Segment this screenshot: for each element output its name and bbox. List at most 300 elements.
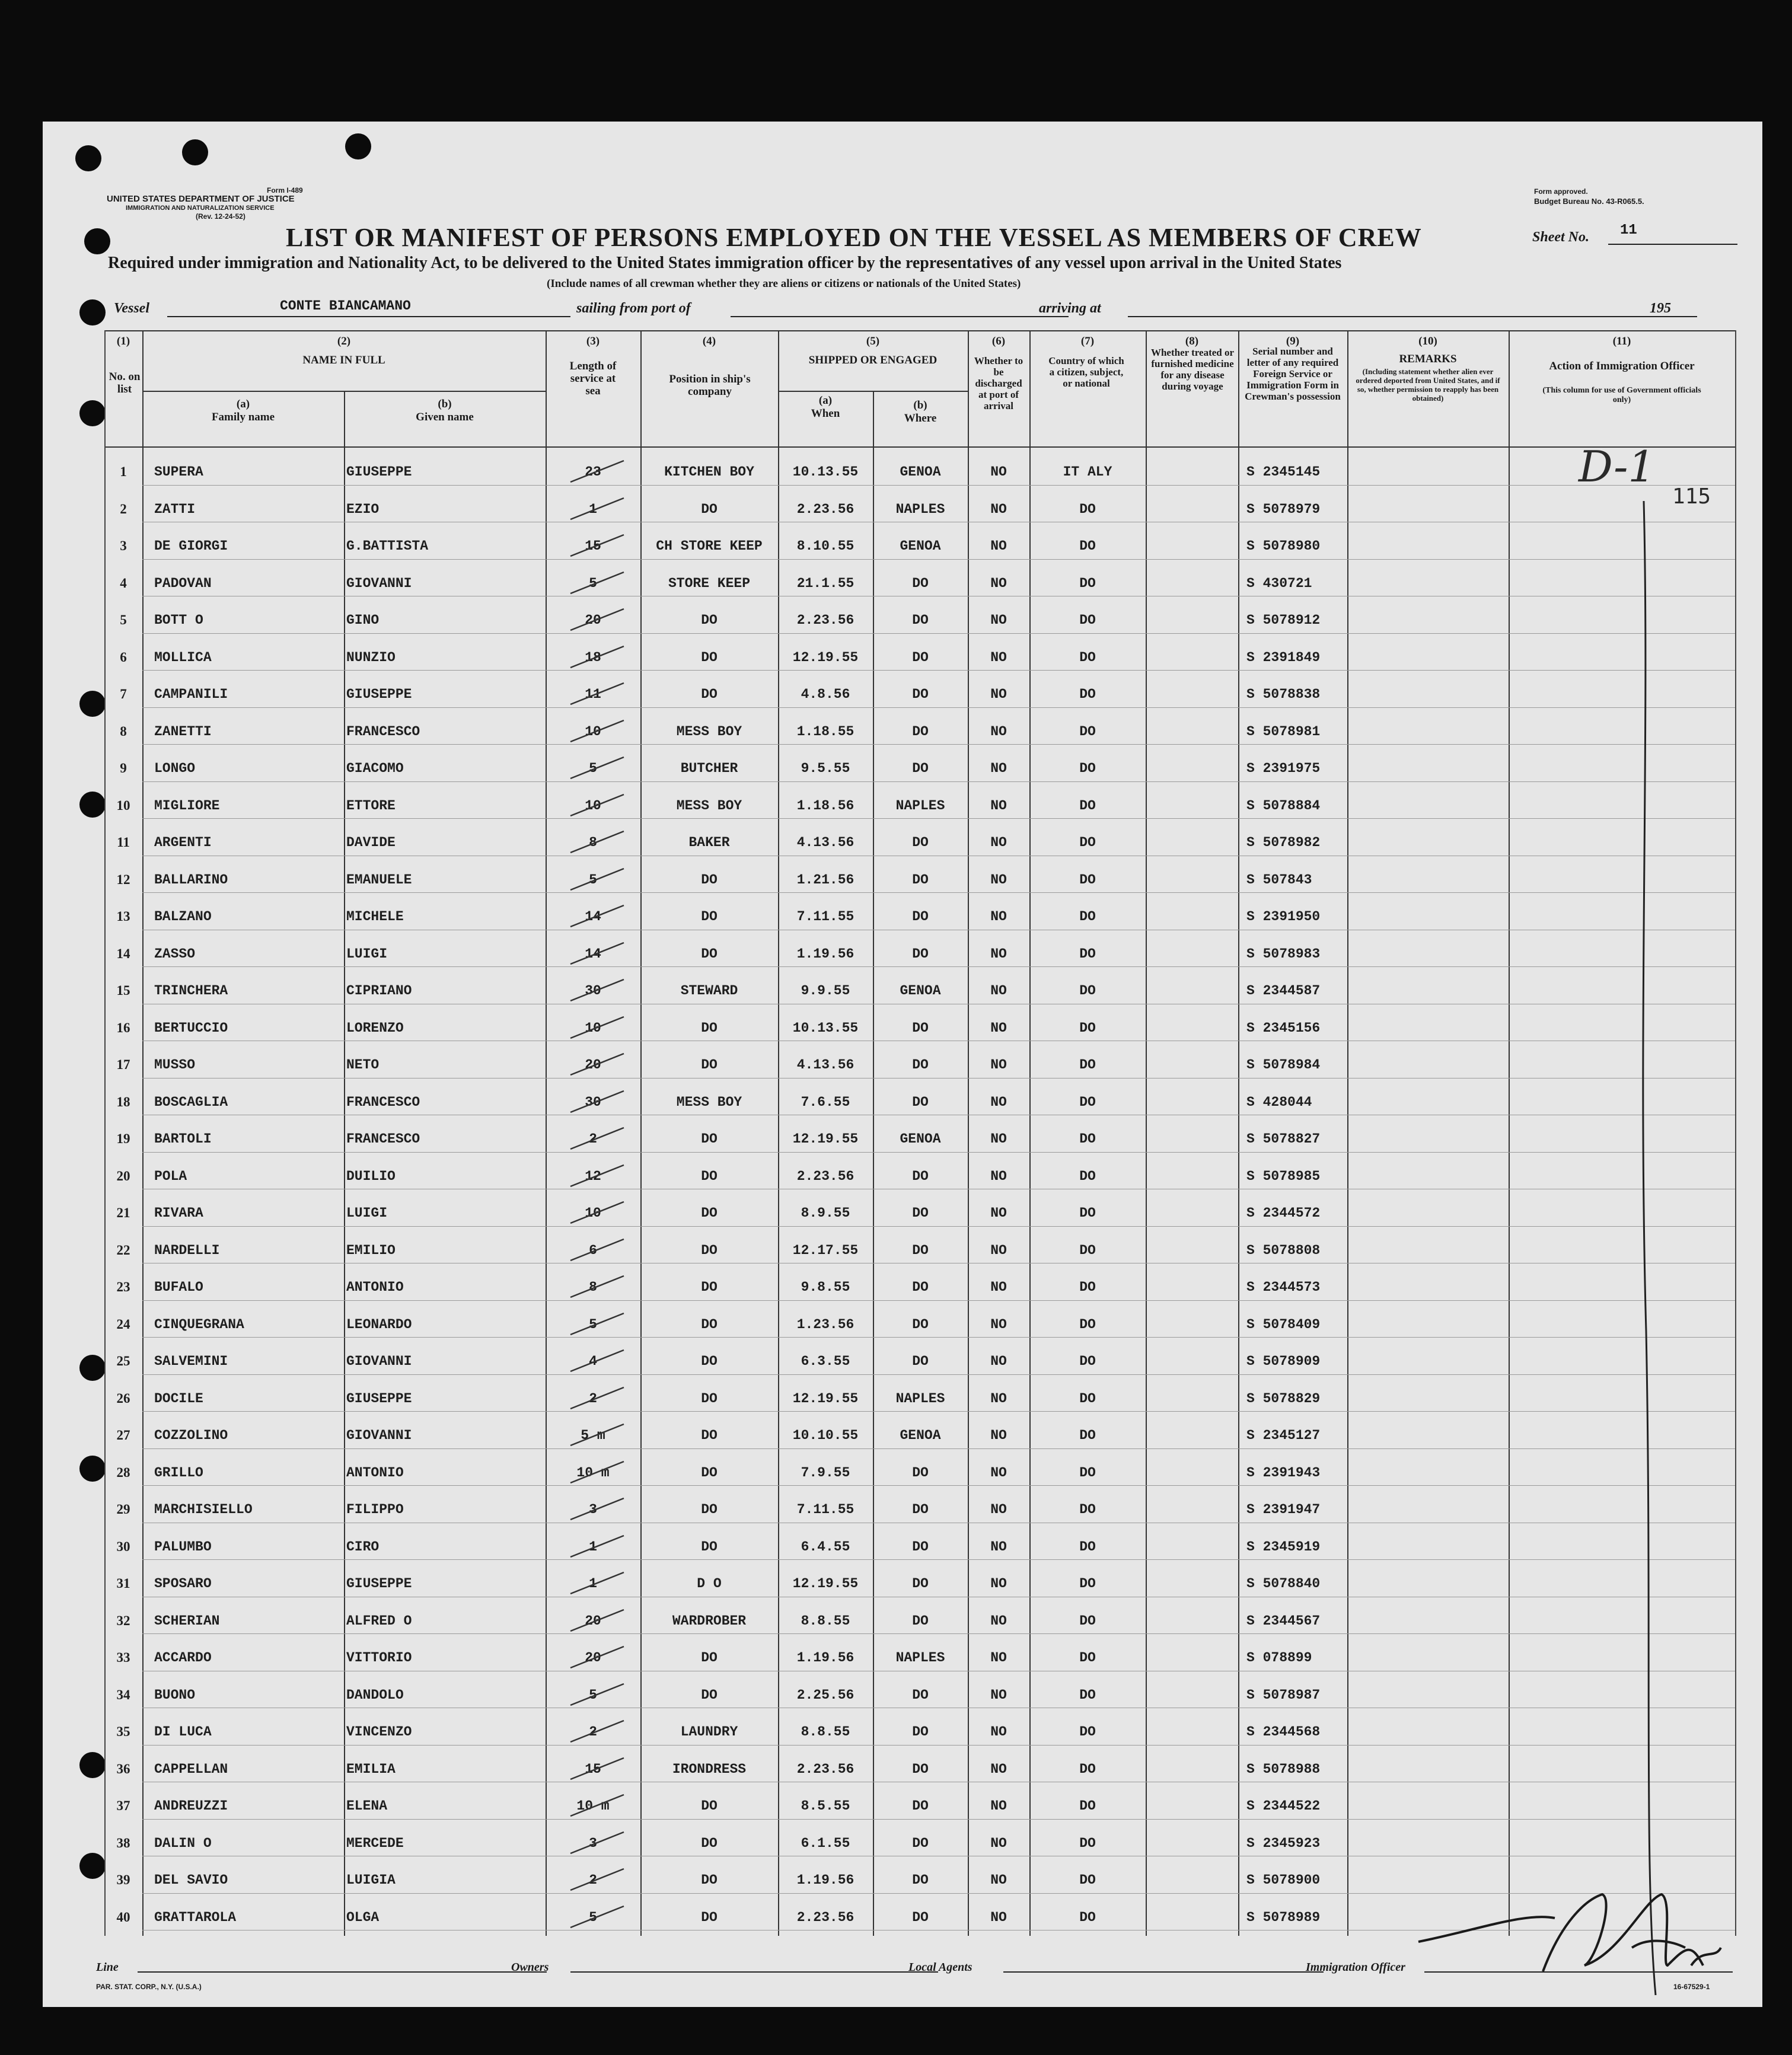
cell-position: STORE KEEP bbox=[668, 575, 751, 591]
cell-where: NAPLES bbox=[895, 501, 945, 517]
cell-position: CH STORE KEEP bbox=[656, 538, 763, 554]
tick-mark bbox=[565, 1234, 630, 1264]
cell-country: DO bbox=[1079, 1316, 1096, 1332]
cell-given: DAVIDE bbox=[346, 835, 396, 850]
cell-no: 22 bbox=[116, 1242, 130, 1258]
vessel-line bbox=[167, 316, 570, 317]
cell-when: 8.8.55 bbox=[801, 1613, 850, 1629]
cell-given: VITTORIO bbox=[346, 1650, 412, 1665]
cell-discharge: NO bbox=[990, 1242, 1007, 1258]
cell-position: MESS BOY bbox=[676, 1094, 742, 1110]
cell-country: DO bbox=[1079, 1131, 1096, 1147]
cell-where: DO bbox=[912, 761, 929, 776]
cell-discharge: NO bbox=[990, 1390, 1007, 1406]
cell-country: DO bbox=[1079, 1390, 1096, 1406]
cell-discharge: NO bbox=[990, 1724, 1007, 1740]
cell-where: DO bbox=[912, 575, 929, 591]
cell-serial: S 2344522 bbox=[1246, 1798, 1321, 1814]
cell-service: 11 bbox=[585, 687, 601, 702]
cell-discharge: NO bbox=[990, 687, 1007, 702]
cell-no: 36 bbox=[116, 1761, 130, 1776]
form-code: 16-67529-1 bbox=[1673, 1983, 1710, 1991]
cell-discharge: NO bbox=[990, 1020, 1007, 1036]
cell-family: PALUMBO bbox=[154, 1539, 212, 1555]
cell-serial: S 5078884 bbox=[1246, 797, 1321, 813]
cell-discharge: NO bbox=[990, 1650, 1007, 1665]
cell-family: GRATTAROLA bbox=[154, 1909, 237, 1925]
cell-when: 2.23.56 bbox=[796, 501, 854, 517]
cell-discharge: NO bbox=[990, 1131, 1007, 1147]
cell-serial: S 2345919 bbox=[1246, 1539, 1321, 1555]
cell-when: 7.11.55 bbox=[796, 1502, 854, 1517]
tick-mark bbox=[565, 1568, 630, 1597]
col2-number: (2) bbox=[337, 335, 351, 347]
cell-family: PADOVAN bbox=[154, 575, 212, 591]
cell-family: LONGO bbox=[154, 761, 196, 776]
tick-mark bbox=[565, 678, 630, 708]
cell-when: 6.4.55 bbox=[801, 1539, 850, 1555]
cell-no: 15 bbox=[116, 983, 130, 998]
cell-serial: S 2391849 bbox=[1246, 649, 1321, 665]
punch-hole bbox=[84, 228, 110, 254]
footer-officer-label: Immigration Officer bbox=[1306, 1961, 1405, 1974]
cell-when: 7.11.55 bbox=[796, 909, 854, 924]
cell-position: DO bbox=[701, 1205, 718, 1221]
tick-mark bbox=[565, 938, 630, 968]
punch-hole bbox=[79, 1752, 106, 1778]
cell-where: DO bbox=[912, 1613, 929, 1629]
col6-header: Whether to be discharged at port of arrival bbox=[974, 355, 1023, 411]
col2-header: NAME IN FULL bbox=[302, 354, 385, 366]
cell-position: BAKER bbox=[688, 835, 730, 850]
budget-bureau-no: Budget Bureau No. 43-R065.5. bbox=[1534, 197, 1644, 206]
cell-when: 9.5.55 bbox=[801, 761, 850, 776]
cell-no: 29 bbox=[116, 1502, 130, 1517]
row-rule bbox=[142, 633, 1735, 634]
cell-no: 5 bbox=[120, 612, 127, 627]
cell-position: DO bbox=[701, 1390, 718, 1406]
cell-family: ANDREUZZI bbox=[154, 1798, 228, 1814]
tick-mark bbox=[565, 901, 630, 930]
cell-serial: S 5078912 bbox=[1246, 612, 1321, 628]
cell-country: DO bbox=[1079, 1428, 1096, 1443]
cell-where: GENOA bbox=[900, 464, 941, 480]
cell-country: DO bbox=[1079, 872, 1096, 888]
cell-where: DO bbox=[912, 1464, 929, 1480]
cell-family: SCHERIAN bbox=[154, 1613, 220, 1629]
row-rule bbox=[142, 1633, 1735, 1634]
cell-position: DO bbox=[701, 872, 718, 888]
cell-service: 4 bbox=[589, 1354, 597, 1369]
punch-hole bbox=[79, 1853, 106, 1879]
tick-mark bbox=[565, 1345, 630, 1375]
cell-when: 1.18.56 bbox=[796, 797, 854, 813]
cell-position: DO bbox=[701, 1835, 718, 1851]
cell-country: DO bbox=[1079, 1094, 1096, 1110]
cell-discharge: NO bbox=[990, 575, 1007, 591]
cell-when: 8.8.55 bbox=[801, 1724, 850, 1740]
row-rule bbox=[142, 1300, 1735, 1301]
cell-service: 20 bbox=[585, 1613, 601, 1629]
cell-when: 2.23.56 bbox=[796, 1909, 854, 1925]
tick-mark bbox=[565, 1309, 630, 1338]
cell-country: DO bbox=[1079, 1168, 1096, 1184]
cell-where: DO bbox=[912, 1242, 929, 1258]
cell-when: 10.13.55 bbox=[792, 464, 859, 480]
cell-given: FRANCESCO bbox=[346, 1131, 420, 1147]
punch-hole bbox=[79, 792, 106, 818]
cell-when: 10.10.55 bbox=[792, 1428, 859, 1443]
tick-mark bbox=[565, 1012, 630, 1042]
cell-when: 1.19.56 bbox=[796, 1872, 854, 1888]
cell-no: 18 bbox=[116, 1094, 130, 1109]
vessel-label: Vessel bbox=[114, 301, 149, 316]
punch-hole bbox=[75, 145, 101, 171]
tick-mark bbox=[565, 1716, 630, 1746]
cell-serial: S 2391975 bbox=[1246, 761, 1321, 776]
cell-service: 2 bbox=[589, 1390, 597, 1406]
cell-where: NAPLES bbox=[895, 1650, 945, 1665]
cell-given: OLGA bbox=[346, 1909, 380, 1925]
cell-no: 39 bbox=[116, 1872, 130, 1887]
row-rule bbox=[142, 744, 1735, 745]
col7-header: Country of which a citizen, subject, or national bbox=[1048, 355, 1124, 389]
cell-given: EMANUELE bbox=[346, 872, 412, 888]
cell-serial: S 5078984 bbox=[1246, 1057, 1321, 1073]
cell-where: DO bbox=[912, 649, 929, 665]
punch-hole bbox=[79, 400, 106, 426]
cell-country: DO bbox=[1079, 1279, 1096, 1295]
cell-where: GENOA bbox=[900, 538, 941, 554]
cell-position: DO bbox=[701, 687, 718, 702]
col5a-number: (a) bbox=[818, 394, 833, 407]
cell-position: DO bbox=[701, 1057, 718, 1073]
cell-where: DO bbox=[912, 1057, 929, 1073]
cell-position: LAUNDRY bbox=[680, 1724, 738, 1740]
cell-service: 20 bbox=[585, 612, 601, 628]
service-name: IMMIGRATION AND NATURALIZATION SERVICE bbox=[126, 205, 275, 212]
arriving-label: arriving at bbox=[1039, 301, 1101, 316]
punch-hole bbox=[345, 133, 371, 159]
cell-discharge: NO bbox=[990, 1464, 1007, 1480]
cell-service: 5 bbox=[589, 1316, 597, 1332]
cell-where: DO bbox=[912, 1798, 929, 1814]
cell-family: TRINCHERA bbox=[154, 983, 228, 998]
cell-family: COZZOLINO bbox=[154, 1428, 228, 1443]
cell-where: DO bbox=[912, 1835, 929, 1851]
cell-given: EMILIA bbox=[346, 1761, 396, 1777]
cell-when: 21.1.55 bbox=[796, 575, 854, 591]
tick-mark bbox=[565, 790, 630, 819]
cell-family: DEL SAVIO bbox=[154, 1872, 228, 1888]
cell-country: DO bbox=[1079, 649, 1096, 665]
cell-where: DO bbox=[912, 1576, 929, 1591]
cell-given: DUILIO bbox=[346, 1168, 396, 1184]
cell-position: D O bbox=[697, 1576, 722, 1591]
cell-no: 14 bbox=[116, 946, 130, 961]
cell-where: DO bbox=[912, 1761, 929, 1777]
cell-discharge: NO bbox=[990, 1502, 1007, 1517]
cell-serial: S 5078409 bbox=[1246, 1316, 1321, 1332]
cell-when: 12.19.55 bbox=[792, 1131, 859, 1147]
cell-when: 2.23.56 bbox=[796, 1168, 854, 1184]
cell-position: DO bbox=[701, 649, 718, 665]
cell-serial: S 5078987 bbox=[1246, 1687, 1321, 1703]
cell-given: LEONARDO bbox=[346, 1316, 412, 1332]
cell-discharge: NO bbox=[990, 1168, 1007, 1184]
cell-given: GIUSEPPE bbox=[346, 1390, 412, 1406]
punch-hole bbox=[79, 299, 106, 326]
cell-service: 18 bbox=[585, 649, 601, 665]
cell-given: GIUSEPPE bbox=[346, 464, 412, 480]
manifest-subtitle: Required under immigration and Nationality Act, to be delivered to the United States immigration officer by the representatives of any vessel upon arrival in the United States bbox=[108, 254, 1342, 272]
cell-when: 12.17.55 bbox=[792, 1242, 859, 1258]
cell-given: NETO bbox=[346, 1057, 380, 1073]
cell-position: DO bbox=[701, 1464, 718, 1480]
column-rule bbox=[1735, 330, 1736, 1936]
cell-discharge: NO bbox=[990, 797, 1007, 813]
cell-family: SPOSARO bbox=[154, 1576, 212, 1591]
cell-where: DO bbox=[912, 1354, 929, 1369]
cell-position: DO bbox=[701, 1279, 718, 1295]
column-rule bbox=[1238, 330, 1239, 1936]
footer-owners-label: Owners bbox=[511, 1961, 549, 1974]
cell-country: DO bbox=[1079, 1057, 1096, 1073]
cell-given: VINCENZO bbox=[346, 1724, 412, 1740]
officer-bracket-line bbox=[1620, 501, 1667, 2007]
cell-country: DO bbox=[1079, 1835, 1096, 1851]
cell-position: DO bbox=[701, 946, 718, 962]
cell-when: 1.19.56 bbox=[796, 1650, 854, 1665]
cell-service: 5 bbox=[589, 1687, 597, 1703]
cell-service: 1 bbox=[589, 1576, 597, 1591]
cell-serial: S 5078829 bbox=[1246, 1390, 1321, 1406]
cell-position: DO bbox=[701, 1131, 718, 1147]
cell-discharge: NO bbox=[990, 983, 1007, 998]
cell-where: DO bbox=[912, 1687, 929, 1703]
sheet-number: 11 bbox=[1620, 222, 1637, 238]
cell-when: 10.13.55 bbox=[792, 1020, 859, 1036]
col10-number: (10) bbox=[1418, 335, 1437, 347]
cell-serial: S 5078909 bbox=[1246, 1354, 1321, 1369]
tick-mark bbox=[565, 493, 630, 523]
tick-mark bbox=[565, 1271, 630, 1301]
sheet-label: Sheet No. bbox=[1532, 229, 1589, 245]
col10-header: REMARKS bbox=[1399, 353, 1457, 365]
cell-country: DO bbox=[1079, 983, 1096, 998]
cell-where: NAPLES bbox=[895, 1390, 945, 1406]
cell-position: WARDROBER bbox=[672, 1613, 747, 1629]
cell-serial: S 430721 bbox=[1246, 575, 1312, 591]
cell-discharge: NO bbox=[990, 1613, 1007, 1629]
col9-header: Serial number and letter of any required Foreign Service or Immigration Form in Crewman's possession bbox=[1245, 346, 1341, 402]
col8-header: Whether treated or furnished medicine for any disease during voyage bbox=[1150, 347, 1235, 392]
cell-serial: S 5078980 bbox=[1246, 538, 1321, 554]
cell-given: LUIGI bbox=[346, 1205, 388, 1221]
punch-hole bbox=[79, 1456, 106, 1482]
tick-mark bbox=[565, 1123, 630, 1153]
tick-mark bbox=[565, 1679, 630, 1709]
cell-discharge: NO bbox=[990, 1539, 1007, 1555]
cell-given: GIOVANNI bbox=[346, 1354, 412, 1369]
row-rule bbox=[142, 1152, 1735, 1153]
cell-no: 40 bbox=[116, 1909, 130, 1925]
cell-discharge: NO bbox=[990, 1835, 1007, 1851]
row-rule bbox=[142, 1226, 1735, 1227]
row-rule bbox=[142, 1448, 1735, 1449]
cell-given: GIUSEPPE bbox=[346, 687, 412, 702]
cell-country: DO bbox=[1079, 1724, 1096, 1740]
cell-serial: S 507843 bbox=[1246, 872, 1312, 888]
tick-mark bbox=[565, 1049, 630, 1078]
cell-serial: S 5078900 bbox=[1246, 1872, 1321, 1888]
tick-mark bbox=[565, 1605, 630, 1635]
cell-service: 8 bbox=[589, 1279, 597, 1295]
tick-mark bbox=[565, 1827, 630, 1857]
cell-family: POLA bbox=[154, 1168, 187, 1184]
cell-discharge: NO bbox=[990, 1094, 1007, 1110]
cell-where: DO bbox=[912, 687, 929, 702]
cell-given: GIOVANNI bbox=[346, 575, 412, 591]
cell-serial: S 5078840 bbox=[1246, 1576, 1321, 1591]
cell-country: DO bbox=[1079, 835, 1096, 850]
manifest-note: (Include names of all crewman whether they are aliens or citizens or nationals of the United States) bbox=[547, 277, 1021, 290]
cell-position: DO bbox=[701, 1650, 718, 1665]
cell-family: DOCILE bbox=[154, 1390, 203, 1406]
cell-where: GENOA bbox=[900, 983, 941, 998]
cell-serial: S 5078979 bbox=[1246, 501, 1321, 517]
col11-header: Action of Immigration Officer bbox=[1549, 360, 1695, 372]
cell-when: 12.19.55 bbox=[792, 649, 859, 665]
row-rule bbox=[142, 559, 1735, 560]
cell-where: DO bbox=[912, 1279, 929, 1295]
sheet-line bbox=[1608, 244, 1737, 245]
cell-when: 4.13.56 bbox=[796, 835, 854, 850]
cell-discharge: NO bbox=[990, 1354, 1007, 1369]
cell-given: G.BATTISTA bbox=[346, 538, 429, 554]
cell-where: DO bbox=[912, 946, 929, 962]
cell-where: DO bbox=[912, 1724, 929, 1740]
col2a-header: Family name bbox=[211, 411, 275, 423]
tick-mark bbox=[565, 456, 630, 486]
cell-serial: S 2345923 bbox=[1246, 1835, 1321, 1851]
cell-country: DO bbox=[1079, 1576, 1096, 1591]
cell-discharge: NO bbox=[990, 761, 1007, 776]
cell-family: BALZANO bbox=[154, 909, 212, 924]
cell-no: 26 bbox=[116, 1390, 130, 1406]
cell-family: MIGLIORE bbox=[154, 797, 220, 813]
cell-service: 10 m bbox=[576, 1798, 610, 1814]
cell-where: DO bbox=[912, 1909, 929, 1925]
cell-given: LUIGI bbox=[346, 946, 388, 962]
tick-mark bbox=[565, 1383, 630, 1412]
cell-no: 35 bbox=[116, 1724, 130, 1739]
cell-position: DO bbox=[701, 1909, 718, 1925]
printer-mark: PAR. STAT. CORP., N.Y. (U.S.A.) bbox=[96, 1983, 202, 1991]
count-mark: 115 bbox=[1672, 484, 1711, 509]
officer-signature bbox=[1407, 1877, 1727, 1983]
cell-no: 34 bbox=[116, 1687, 130, 1702]
tick-mark bbox=[565, 530, 630, 560]
cell-country: DO bbox=[1079, 1650, 1096, 1665]
cell-no: 20 bbox=[116, 1168, 130, 1183]
cell-no: 32 bbox=[116, 1613, 130, 1628]
cell-position: MESS BOY bbox=[676, 723, 742, 739]
cell-family: CAPPELLAN bbox=[154, 1761, 228, 1777]
cell-country: DO bbox=[1079, 1020, 1096, 1036]
cell-position: DO bbox=[701, 1502, 718, 1517]
tick-mark bbox=[565, 1086, 630, 1116]
punch-hole bbox=[182, 139, 208, 165]
cell-service: 8 bbox=[589, 835, 597, 850]
cell-when: 8.10.55 bbox=[796, 538, 854, 554]
cell-family: ZANETTI bbox=[154, 723, 212, 739]
cell-family: BUFALO bbox=[154, 1279, 203, 1295]
cell-when: 7.9.55 bbox=[801, 1464, 850, 1480]
cell-no: 23 bbox=[116, 1279, 130, 1294]
cell-discharge: NO bbox=[990, 1909, 1007, 1925]
cell-discharge: NO bbox=[990, 1872, 1007, 1888]
cell-when: 4.8.56 bbox=[801, 687, 850, 702]
cell-serial: S 2345127 bbox=[1246, 1428, 1321, 1443]
cell-country: DO bbox=[1079, 1539, 1096, 1555]
arriving-line bbox=[1128, 316, 1697, 317]
cell-country: DO bbox=[1079, 1354, 1096, 1369]
cell-given: ANTONIO bbox=[346, 1464, 404, 1480]
form-revision: (Rev. 12-24-52) bbox=[196, 212, 245, 221]
col4-number: (4) bbox=[702, 335, 716, 347]
cell-where: DO bbox=[912, 612, 929, 628]
cell-country: DO bbox=[1079, 1909, 1096, 1925]
cell-service: 6 bbox=[589, 1242, 597, 1258]
footer-agents-field bbox=[1003, 1971, 1324, 1973]
tick-mark bbox=[565, 1197, 630, 1227]
cell-service: 5 m bbox=[581, 1428, 605, 1443]
cell-serial: S 5078989 bbox=[1246, 1909, 1321, 1925]
cell-service: 2 bbox=[589, 1872, 597, 1888]
cell-family: MUSSO bbox=[154, 1057, 196, 1073]
cell-where: DO bbox=[912, 1872, 929, 1888]
cell-service: 10 bbox=[585, 723, 601, 739]
cell-family: BOTT O bbox=[154, 612, 203, 628]
cell-where: DO bbox=[912, 1020, 929, 1036]
cell-family: BARTOLI bbox=[154, 1131, 212, 1147]
cell-discharge: NO bbox=[990, 1576, 1007, 1591]
cell-no: 19 bbox=[116, 1131, 130, 1146]
cell-service: 10 bbox=[585, 1020, 601, 1036]
cell-when: 12.19.55 bbox=[792, 1390, 859, 1406]
cell-discharge: NO bbox=[990, 649, 1007, 665]
tick-mark bbox=[565, 567, 630, 597]
officer-action-mark: D-1 bbox=[1579, 442, 1656, 492]
cell-discharge: NO bbox=[990, 501, 1007, 517]
cell-no: 28 bbox=[116, 1464, 130, 1480]
cell-no: 25 bbox=[116, 1354, 130, 1368]
row-rule bbox=[142, 1559, 1735, 1560]
col4-header: Position in ship's company bbox=[669, 373, 751, 398]
tick-mark bbox=[565, 1457, 630, 1486]
cell-country: DO bbox=[1079, 1502, 1096, 1517]
cell-given: DANDOLO bbox=[346, 1687, 404, 1703]
cell-where: DO bbox=[912, 909, 929, 924]
cell-service: 10 bbox=[585, 1205, 601, 1221]
cell-position: IRONDRESS bbox=[672, 1761, 747, 1777]
cell-given: FILIPPO bbox=[346, 1502, 404, 1517]
tick-mark bbox=[565, 1642, 630, 1671]
cell-service: 30 bbox=[585, 983, 601, 998]
cell-position: DO bbox=[701, 1872, 718, 1888]
cell-country: DO bbox=[1079, 1242, 1096, 1258]
